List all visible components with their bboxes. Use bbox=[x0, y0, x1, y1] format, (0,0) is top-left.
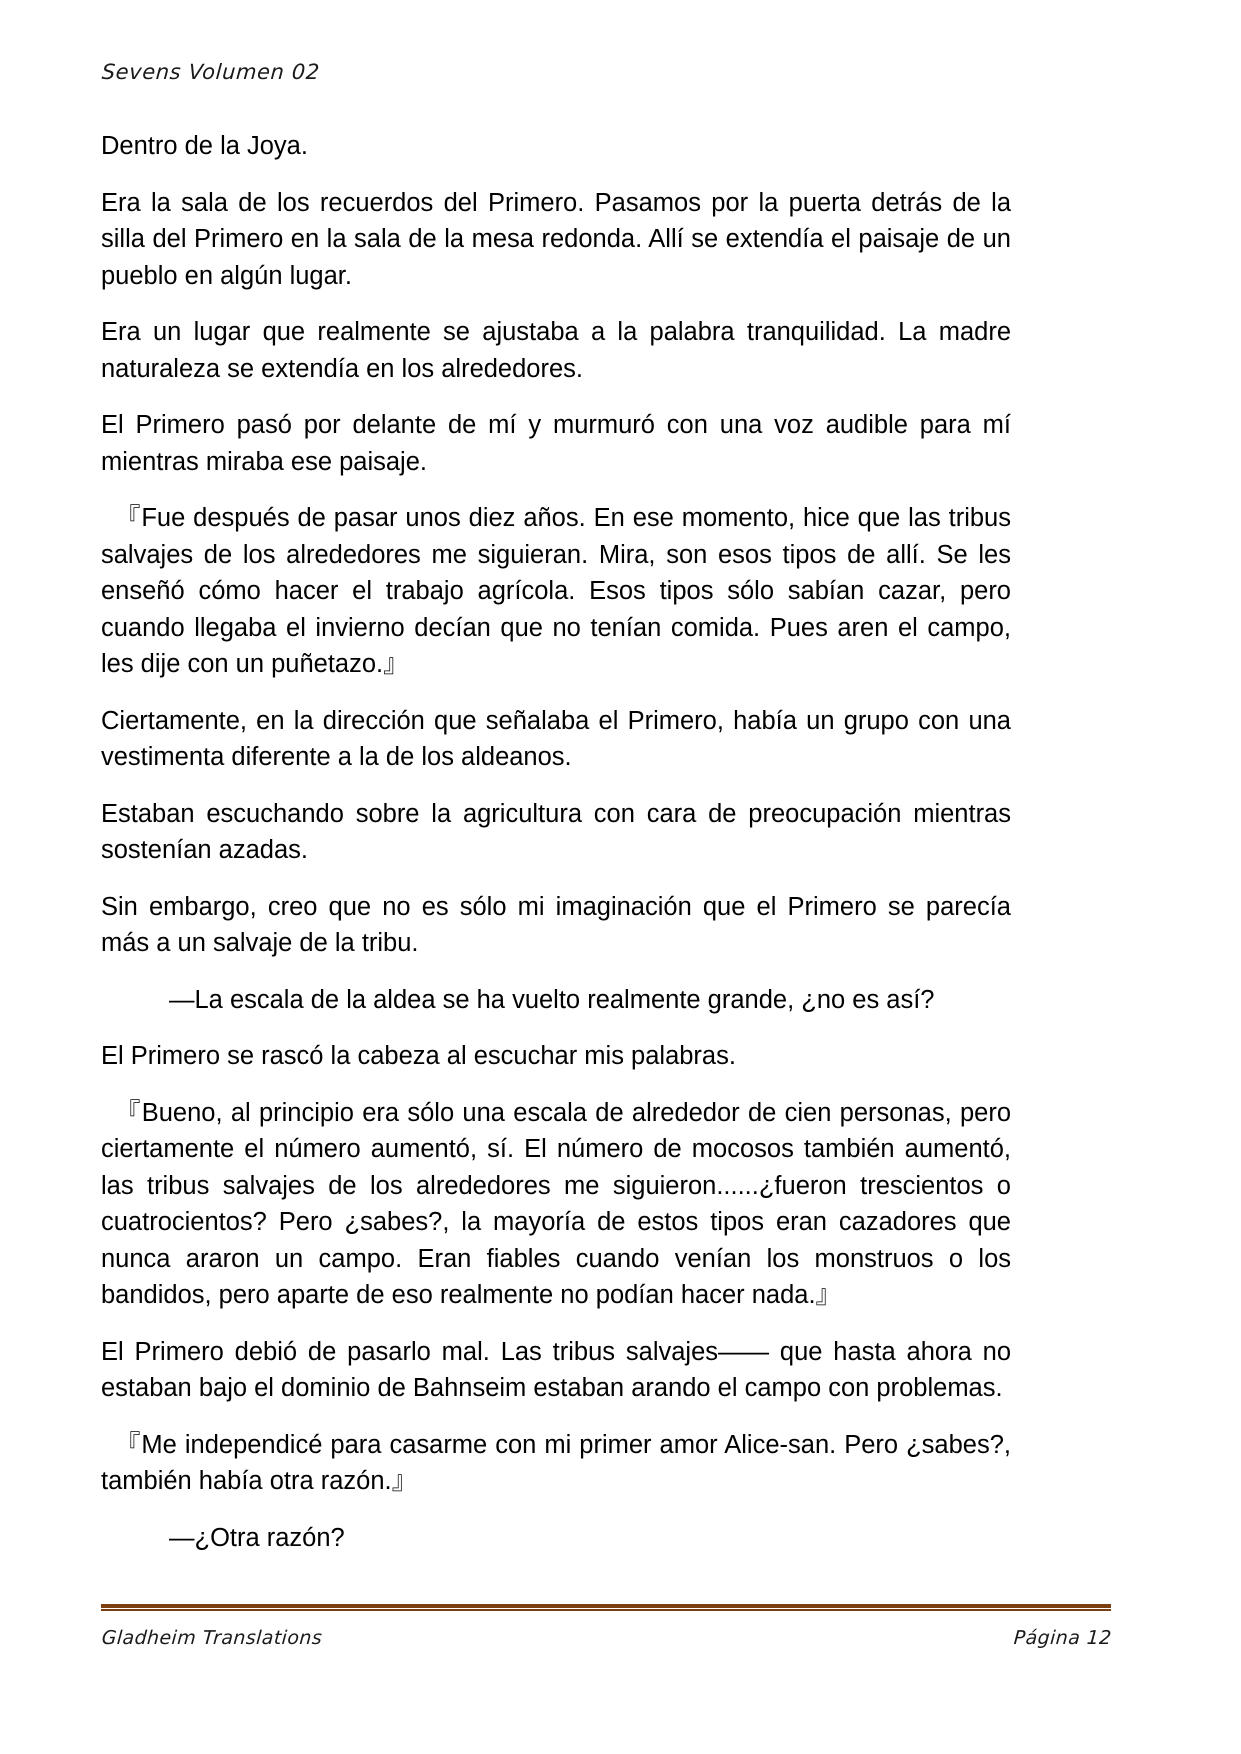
body-paragraph: El Primero pasó por delante de mí y murmuró con una voz audible para mí mientras miraba ese paisaje. bbox=[101, 411, 1011, 476]
footer-row bbox=[101, 1627, 1111, 1649]
dash-dialogue-paragraph: —La escala de la aldea se ha vuelto realmente grande, ¿no es así? bbox=[169, 985, 935, 1014]
body-paragraph: Dentro de la Joya. bbox=[101, 132, 308, 160]
dialogue-paragraph: 『Bueno, al principio era sólo una escala de alrededor de cien personas, pero ciertamente el número aumentó, sí. El número de mocosos también aumentó, las tribus salvajes de los alrededores me siguieron......¿fueron trescientos o cuatrocientos? Pero ¿sabes?, la mayoría de estos tipos eran cazadores que nunca araron un campo. Eran fiables cuando venían los monstruos o los bandidos, pero aparte de eso realmente no podían hacer nada.』 bbox=[101, 1098, 1011, 1309]
dash-dialogue-paragraph: —¿Otra razón? bbox=[169, 1523, 345, 1552]
footer-page-number: Página 12 bbox=[1013, 1627, 1113, 1649]
dialogue-paragraph: 『Me independicé para casarme con mi primer amor Alice-san. Pero ¿sabes?, también había otra razón.』 bbox=[101, 1430, 1011, 1495]
document-body bbox=[101, 128, 1011, 1556]
body-paragraph: Era un lugar que realmente se ajustaba a la palabra tranquilidad. La madre naturaleza se extendía en los alrededores. bbox=[101, 318, 1011, 383]
body-paragraph: El Primero se rascó la cabeza al escuchar mis palabras. bbox=[101, 1042, 736, 1070]
body-paragraph: Era la sala de los recuerdos del Primero. Pasamos por la puerta detrás de la silla del Primero en la sala de la mesa redonda. Allí se extendía el paisaje de un pueblo en algún lugar. bbox=[101, 188, 1011, 290]
dialogue-paragraph: 『Fue después de pasar unos diez años. En ese momento, hice que las tribus salvajes de los alrededores me siguieran. Mira, son esos tipos de allí. Se les enseñó cómo hacer el trabajo agrícola. Esos tipos sólo sabían cazar, pero cuando llegaba el invierno decían que no tenían comida. Pues aren el campo, les dije con un puñetazo.』 bbox=[101, 504, 1011, 678]
body-paragraph: El Primero debió de pasarlo mal. Las tribus salvajes—— que hasta ahora no estaban bajo el dominio de Bahnseim estaban arando el campo con problemas. bbox=[101, 1337, 1011, 1402]
body-paragraph: Estaban escuchando sobre la agricultura con cara de preocupación mientras sostenían azadas. bbox=[101, 799, 1011, 864]
footer-divider-rule bbox=[101, 1604, 1111, 1611]
body-paragraph: Ciertamente, en la dirección que señalaba el Primero, había un grupo con una vestimenta diferente a la de los aldeanos. bbox=[101, 706, 1011, 771]
page-footer bbox=[101, 1604, 1111, 1649]
body-paragraph: Sin embargo, creo que no es sólo mi imaginación que el Primero se parecía más a un salvaje de la tribu. bbox=[101, 892, 1011, 957]
footer-translator-credit: Gladheim Translations bbox=[101, 1627, 323, 1649]
header-title: Sevens Volumen 02 bbox=[101, 60, 321, 84]
page-header bbox=[101, 60, 1111, 100]
